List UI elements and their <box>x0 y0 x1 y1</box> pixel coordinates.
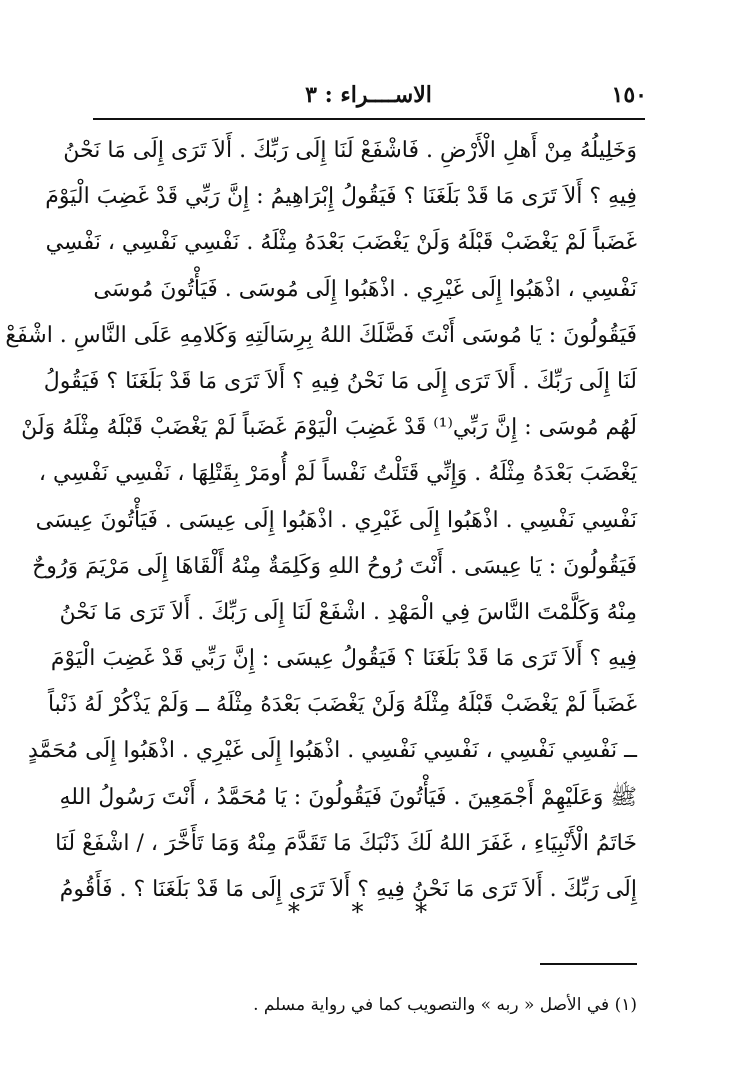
text-line-11: مِنْهُ وَكَلَّمْتَ النَّاسَ فِي الْمَهْدِ . اشْفَعْ لَنَا إِلَى رَبِّكَ . أَلاَ تَرَى مَا نَحْنُ <box>59 599 637 625</box>
footnote-rule <box>540 963 637 965</box>
text-line-15: ﷺ وَعَلَيْهِمْ أَجْمَعِينَ . فَيَأْتُونَ فَيَقُولُونَ : يَا مُحَمَّدُ ، أَنْتَ رَسُولُ اللهِ <box>59 784 637 810</box>
text-line-10: فَيَقُولُونَ : يَا عِيسَى . أَنْتَ رُوحُ اللهِ وَكَلِمَةٌ مِنْهُ أَلْقَاهَا إِلَى مَرْيَمَ وَرُوحٌ <box>32 553 637 579</box>
text-line-7: لَهُم مُوسَى : إِنَّ رَبِّي⁽¹⁾ قَدْ غَضِبَ الْيَوْمَ غَضَباً لَمْ يَغْضَبْ قَبْلَهُ مِثْلَهُ وَلَنْ <box>21 415 637 441</box>
section-separator: * * * <box>287 898 450 926</box>
running-title: الاســــراء : ٣ <box>305 82 432 108</box>
text-line-4: نَفْسِي ، اذْهَبُوا إِلَى غَيْرِي . اذْهَبُوا إِلَى مُوسَى . فَيَأْتُونَ مُوسَى <box>93 276 637 302</box>
text-line-13: غَضَباً لَمْ يَغْضَبْ قَبْلَهُ مِثْلَهُ وَلَنْ يَغْضَبَ بَعْدَهُ مِثْلَهُ ــ وَلَمْ يَذْكُرْ لَهُ ذَنْباً <box>47 692 637 718</box>
text-line-8: يَغْضَبَ بَعْدَهُ مِثْلَهُ . وَإِنِّي قَتَلْتُ نَفْساً لَمْ أُومَرْ بِقَتْلِهَا ، نَفْسِي نَفْسِي ، <box>38 461 637 487</box>
text-line-9: نَفْسِي نَفْسِي . اذْهَبُوا إِلَى غَيْرِي . اذْهَبُوا إِلَى عِيسَى . فَيَأْتُونَ عِيسَى <box>35 507 637 533</box>
text-line-5: فَيَقُولُونَ : يَا مُوسَى أَنْتَ فَضَّلَكَ اللهُ بِرِسَالَتِهِ وَكَلامِهِ عَلَى النَّاسِ . اشْفَعْ <box>5 322 637 348</box>
text-line-1: وَخَلِيلُهُ مِنْ أَهلِ الْأَرْضِ . فَاشْفَعْ لَنَا إِلَى رَبِّكَ . أَلاَ تَرَى إِلَى مَا نَحْنُ <box>63 138 637 163</box>
text-line-2: فِيهِ ؟ أَلاَ تَرَى مَا قَدْ بَلَغَنَا ؟ فَيَقُولُ إِبْرَاهِيمُ : إِنَّ رَبِّي قَدْ غَضِبَ الْيَوْمَ <box>45 184 637 210</box>
text-line-3: غَضَباً لَمْ يَغْضَبْ قَبْلَهُ وَلَنْ يَغْضَبَ بَعْدَهُ مِثْلَهُ . نَفْسِي نَفْسِي ، نَفْسِي <box>45 230 637 256</box>
text-line-6: لَنَا إِلَى رَبِّكَ . أَلاَ تَرَى إِلَى مَا نَحْنُ فِيهِ ؟ أَلاَ تَرَى مَا قَدْ بَلَغَنَا ؟ فَيَقُولُ <box>43 368 637 394</box>
page-header <box>90 78 647 114</box>
header-rule <box>93 118 645 120</box>
footnote: (١) في الأصل « ربه » والتصويب كما في رواية مسلم . <box>253 995 637 1015</box>
text-line-14: ــ نَفْسِي نَفْسِي ، نَفْسِي نَفْسِي . اذْهَبُوا إِلَى غَيْرِي . اذْهَبُوا إِلَى مُحَمَّدٍ <box>27 738 637 764</box>
text-line-17: إِلَى رَبِّكَ . أَلاَ تَرَى مَا نَحْنُ فِيهِ ؟ أَلاَ تَرَى إِلَى مَا قَدْ بَلَغَنَا ؟ . فَأَقُومُ <box>59 877 637 902</box>
text-line-12: فِيهِ ؟ أَلاَ تَرَى مَا قَدْ بَلَغَنَا ؟ فَيَقُولُ عِيسَى : إِنَّ رَبِّي قَدْ غَضِبَ الْيَوْمَ <box>50 646 637 672</box>
body-text <box>5 128 637 913</box>
text-line-16: خَاتَمُ الْأَنْبِيَاءِ ، غَفَرَ اللهُ لَكَ ذَنْبَكَ مَا تَقَدَّمَ مِنْهُ وَمَا تَأَخَّرَ ، / اشْفَعْ لَنَا <box>55 830 637 856</box>
page-number: ١٥٠ <box>611 82 647 108</box>
